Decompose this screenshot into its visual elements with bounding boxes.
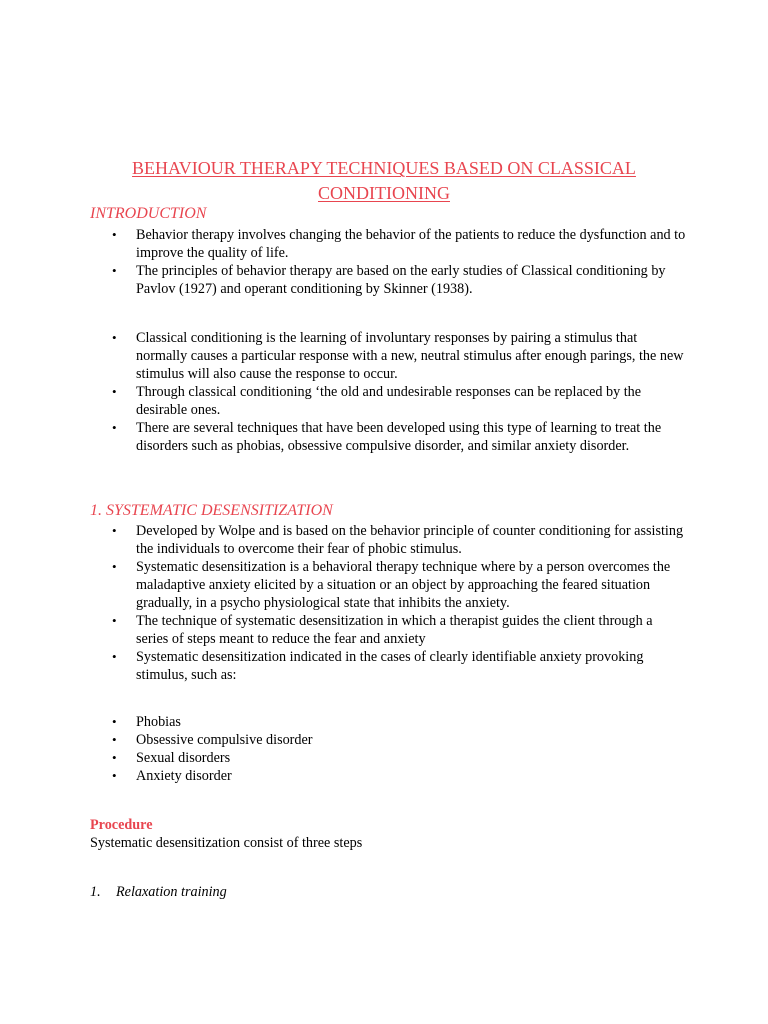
bullet-icon: • <box>112 523 117 538</box>
list-item: • Behavior therapy involves changing the behavior of the patients to reduce the dysfunction and to improve the quality of life. <box>112 227 686 261</box>
bullet-icon: • <box>112 330 117 345</box>
step-number: 1. <box>90 884 101 900</box>
list-item: • Phobias <box>112 714 181 730</box>
bullet-icon: • <box>112 613 117 628</box>
introduction-heading: INTRODUCTION <box>90 205 207 222</box>
list-item: • Systematic desensitization is a behavioral therapy technique where by a person overcomes the maladaptive anxiety elicited by a situation or an object by approaching the feared situation gradually, in a psycho physiological state that inhibits the anxiety. <box>112 559 671 611</box>
procedure-text: Systematic desensitization consist of three steps <box>90 835 363 851</box>
list-item: • The technique of systematic desensitization in which a therapist guides the client through a series of steps meant to reduce the fear and anxiety <box>112 613 653 647</box>
step-label: Relaxation training <box>116 884 227 900</box>
systematic-desensitization-heading: 1. SYSTEMATIC DESENSITIZATION <box>90 502 333 519</box>
systematic-list <box>0 522 768 684</box>
bullet-icon: • <box>112 649 117 664</box>
list-item: • Developed by Wolpe and is based on the behavior principle of counter conditioning for assisting the individuals to overcome their fear of phobic stimulus. <box>112 523 684 557</box>
procedure-heading: Procedure <box>90 817 153 833</box>
list-item: • Systematic desensitization indicated in the cases of clearly identifiable anxiety provoking stimulus, such as: <box>112 649 644 683</box>
bullet-icon: • <box>112 559 117 574</box>
list-item: • The principles of behavior therapy are based on the early studies of Classical conditioning by Pavlov (1927) and operant conditioning by Skinner (1938). <box>112 263 666 297</box>
list-item: • Obsessive compulsive disorder <box>112 732 313 748</box>
introduction-list-a <box>0 226 768 298</box>
bullet-icon: • <box>112 420 117 435</box>
bullet-icon: • <box>112 714 117 729</box>
conditions-list <box>0 713 768 785</box>
list-item: • Classical conditioning is the learning of involuntary responses by pairing a stimulus that normally causes a particular response with a new, neutral stimulus after enough parings, the new stimulus will also cause the response to occur. <box>112 330 684 382</box>
bullet-icon: • <box>112 750 117 765</box>
list-item: • Sexual disorders <box>112 750 231 766</box>
procedure-step <box>90 883 227 901</box>
bullet-icon: • <box>112 732 117 747</box>
bullet-icon: • <box>112 768 117 783</box>
introduction-list-b <box>0 329 768 455</box>
document-title: BEHAVIOUR THERAPY TECHNIQUES BASED ON CLASSICAL CONDITIONING <box>132 158 636 203</box>
list-item: • There are several techniques that have been developed using this type of learning to treat the disorders such as phobias, obsessive compulsive disorder, and similar anxiety disorder. <box>112 420 662 454</box>
list-item: • Through classical conditioning ‘the old and undesirable responses can be replaced by the desirable ones. <box>112 384 642 418</box>
list-item: • Anxiety disorder <box>112 768 232 784</box>
bullet-icon: • <box>112 227 117 242</box>
bullet-icon: • <box>112 263 117 278</box>
bullet-icon: • <box>112 384 117 399</box>
